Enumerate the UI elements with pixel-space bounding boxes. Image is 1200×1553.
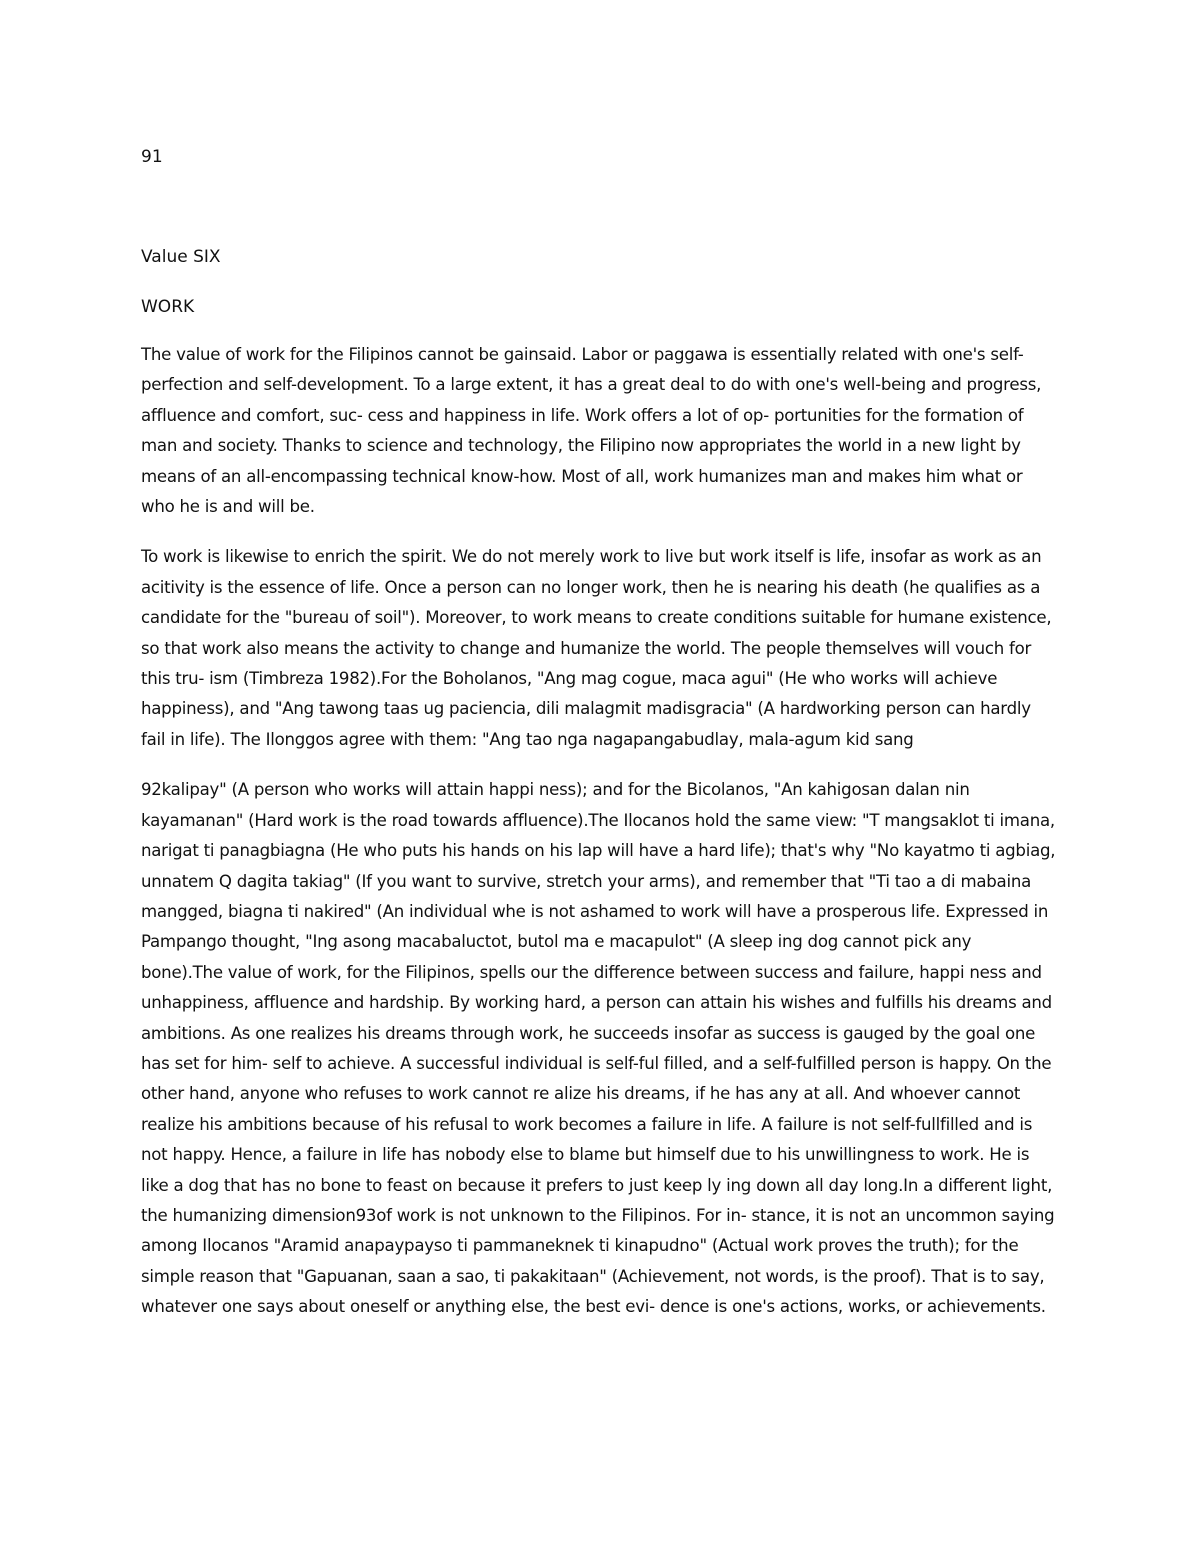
page-number: 91 bbox=[141, 147, 163, 167]
section-title: WORK bbox=[141, 297, 195, 317]
body-text bbox=[141, 340, 1056, 1343]
paragraph-2: To work is likewise to enrich the spirit. We do not merely work to live but work itself is life, insofar as work as an acitivity is the essence of life. Once a person can no longer work, then he is nearing his death (he qualifies as a candidate for the "bureau of soil"). Moreover, to work means to create conditions suitable for humane existence, so that work also means the activity to change and humanize the world. The people themselves will vouch for this tru- ism (Timbreza 1982).For the Boholanos, "Ang mag cogue, maca agui" (He who works will achieve happiness), and "Ang tawong taas ug paciencia, dili malagmit madisgracia" (A hardworking person can hardly fail in life). The Ilonggos agree with them: "Ang tao nga nagapangabudlay, mala-agum kid sang bbox=[141, 547, 1052, 749]
paragraph-3: 92kalipay" (A person who works will attain happi ness); and for the Bicolanos, "An kahigosan dalan nin kayamanan" (Hard work is the road towards affluence).The Ilocanos hold the same view: "T mangsaklot ti imana, narigat ti panagbiagna (He who puts his hands on his lap will have a hard life); that's why "No kayatmo ti agbiag, unnatem Q dagita takiag" (If you want to survive, stretch your arms), and remember that "Ti tao a di mabaina mangged, biagna ti nakired" (An individual whe is not ashamed to work will have a prosperous life. Expressed in Pampango thought, "Ing asong macabaluctot, butol ma e macapulot" (A sleep ing dog cannot pick any bone).The value of work, for the Filipinos, spells our the difference between success and failure, happi ness and unhappiness, affluence and hardship. By working hard, a person can attain his wishes and fulfills his dreams and ambitions. As one realizes his dreams through work, he succeeds insofar as success is gauged by the goal one has set for him- self to achieve. A successful individual is self-ful filled, and a self-fulfilled person is happy. On the other hand, anyone who refuses to work cannot re alize his dreams, if he has any at all. And whoever cannot realize his ambitions because of his refusal to work becomes a failure in life. A failure is not self-fullfilled and is not happy. Hence, a failure in life has nobody else to blame but himself due to his unwillingness to work. He is like a dog that has no bone to feast on because it prefers to just keep ly ing down all day long.In a different light, the humanizing dimension93of work is not unknown to the Filipinos. For in- stance, it is not an uncommon saying among Ilocanos "Aramid anapaypayso ti pammaneknek ti kinapudno" (Actual work proves the truth); for the simple reason that "Gapuanan, saan a sao, ti pakakitaan" (Achievement, not words, is the proof). That is to say, whatever one says about oneself or anything else, the best evi- dence is one's actions, works, or achievements. bbox=[141, 780, 1056, 1317]
paragraph-1: The value of work for the Filipinos cannot be gainsaid. Labor or paggawa is essentially related with one's self-perfection and self-development. To a large extent, it has a great deal to do with one's well-being and progress, affluence and comfort, suc- cess and happiness in life. Work offers a lot of op- portunities for the formation of man and society. Thanks to science and technology, the Filipino now appropriates the world in a new light by means of an all-encompassing technical know-how. Most of all, work humanizes man and makes him what or who he is and will be. bbox=[141, 345, 1042, 517]
document-page bbox=[141, 0, 1056, 1553]
value-heading: Value SIX bbox=[141, 247, 221, 267]
